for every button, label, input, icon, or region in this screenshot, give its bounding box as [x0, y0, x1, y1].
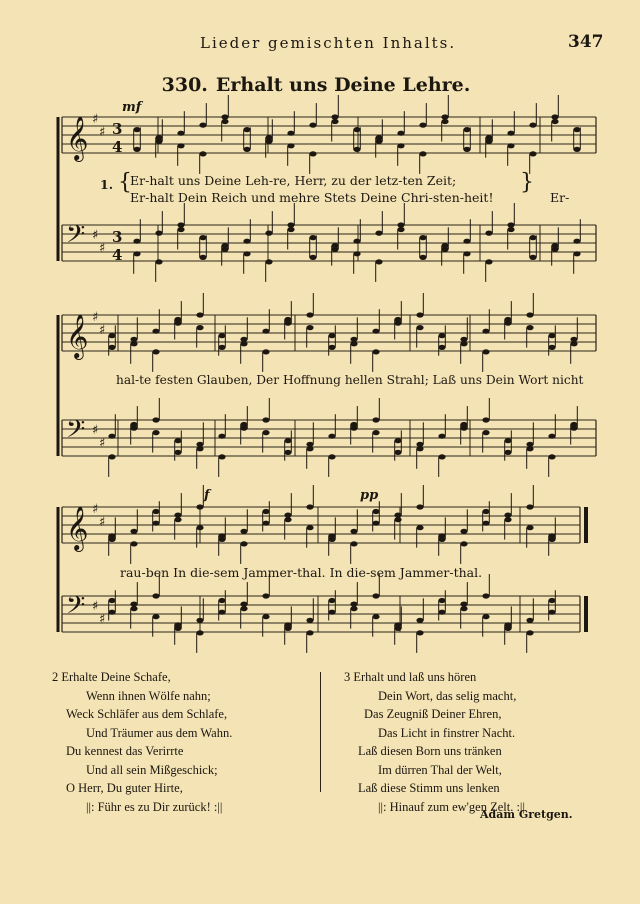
- note-head: [133, 147, 140, 152]
- note-head: [353, 251, 360, 256]
- lyric-line-2: hal-te festen Glauben, Der Hoffnung hellen Strahl; Laß uns Dein Wort nicht: [116, 373, 584, 387]
- note-head: [394, 513, 401, 518]
- verse-3-line: Dein Wort, das selig macht,: [378, 688, 517, 703]
- note-head: [328, 434, 335, 439]
- verse-2-line: O Herr, Du guter Hirte,: [66, 781, 183, 795]
- note-head: [573, 127, 580, 132]
- note-head: [353, 127, 360, 132]
- note-head: [196, 312, 203, 317]
- note-head: [416, 504, 423, 509]
- note-head: [463, 147, 470, 152]
- bass-clef-icon: 𝄢: [66, 220, 86, 255]
- note-head: [243, 239, 250, 244]
- note-head: [548, 454, 555, 459]
- note-head: [504, 622, 511, 627]
- time-signature: 3: [112, 228, 123, 246]
- note-head: [287, 227, 294, 232]
- note-head: [419, 235, 426, 240]
- note-head: [309, 235, 316, 240]
- song-number: 330.: [161, 74, 208, 96]
- note-head: [350, 422, 357, 427]
- note-head: [243, 147, 250, 152]
- note-head: [507, 131, 514, 136]
- note-head: [548, 333, 555, 338]
- verse-3-line: Im dürren Thal der Welt,: [378, 762, 502, 777]
- note-head: [130, 529, 137, 534]
- note-head: [548, 345, 555, 350]
- note-head: [548, 434, 555, 439]
- lyric-line-1b: Er-halt Dein Reich und mehre Stets Deine Chri-sten-heit!: [130, 190, 494, 205]
- note-head: [507, 222, 514, 227]
- dynamic-f: f: [204, 488, 210, 503]
- note-head: [265, 231, 272, 236]
- note-head: [438, 454, 445, 459]
- note-head: [155, 135, 162, 140]
- note-head: [243, 127, 250, 132]
- note-head: [397, 222, 404, 227]
- note-head: [353, 239, 360, 244]
- note-head: [397, 131, 404, 136]
- note-head: [240, 422, 247, 427]
- note-head: [328, 454, 335, 459]
- verse-3-line: Das Zeugniß Deiner Ehren,: [364, 707, 502, 721]
- note-head: [551, 243, 558, 248]
- note-head: [419, 151, 426, 156]
- note-head: [306, 630, 313, 635]
- note-head: [177, 227, 184, 232]
- note-head: [438, 333, 445, 338]
- note-head: [240, 529, 247, 534]
- note-head: [152, 349, 159, 354]
- note-head: [416, 525, 423, 530]
- lyric-line-3: rau-ben In die-sem Jammer-thal. In die-sem Jammer-thal.: [120, 565, 483, 580]
- sharp-icon: ♯: [92, 310, 99, 325]
- note-head: [460, 422, 467, 427]
- note-head: [419, 255, 426, 260]
- note-head: [240, 541, 247, 546]
- note-head: [262, 521, 269, 526]
- note-head: [372, 614, 379, 619]
- note-head: [108, 345, 115, 350]
- note-head: [152, 509, 159, 514]
- note-head: [353, 147, 360, 152]
- note-head: [350, 529, 357, 534]
- note-head: [152, 329, 159, 334]
- note-head: [529, 235, 536, 240]
- note-head: [482, 593, 489, 598]
- note-head: [350, 602, 357, 607]
- note-head: [438, 598, 445, 603]
- note-head: [526, 312, 533, 317]
- note-head: [441, 119, 448, 124]
- note-head: [441, 243, 448, 248]
- verse-3-line: Laß diesen Born uns tränken: [358, 744, 502, 758]
- time-signature: 4: [112, 246, 123, 264]
- note-head: [570, 337, 577, 342]
- note-head: [309, 151, 316, 156]
- brace-right: }: [520, 170, 534, 195]
- note-head: [460, 606, 467, 611]
- verse-2-line: ||: Führ es zu Dir zurück! :||: [86, 799, 223, 814]
- note-head: [218, 610, 225, 615]
- note-head: [526, 446, 533, 451]
- note-head: [463, 251, 470, 256]
- note-head: [460, 529, 467, 534]
- note-head: [397, 227, 404, 232]
- note-head: [262, 614, 269, 619]
- note-head: [262, 593, 269, 598]
- note-head: [441, 114, 448, 119]
- note-head: [529, 255, 536, 260]
- note-head: [504, 450, 511, 455]
- note-head: [130, 422, 137, 427]
- verse-3-line: Laß diese Stimm uns lenken: [358, 781, 500, 795]
- note-head: [463, 127, 470, 132]
- sharp-icon: ♯: [99, 323, 106, 338]
- note-head: [570, 341, 577, 346]
- verse-2-line: Weck Schläfer aus dem Schlafe,: [66, 707, 228, 721]
- note-head: [218, 333, 225, 338]
- dynamic-mf: mf: [122, 100, 142, 115]
- note-head: [482, 509, 489, 514]
- note-head: [108, 598, 115, 603]
- note-head: [152, 521, 159, 526]
- note-head: [460, 341, 467, 346]
- dynamic-pp: pp: [360, 488, 379, 503]
- note-head: [174, 517, 181, 522]
- verse-2: [52, 668, 232, 816]
- note-head: [218, 598, 225, 603]
- note-head: [174, 513, 181, 518]
- note-head: [174, 438, 181, 443]
- note-head: [152, 593, 159, 598]
- note-head: [108, 333, 115, 338]
- note-head: [196, 446, 203, 451]
- sharp-icon: ♯: [99, 612, 106, 627]
- note-head: [284, 517, 291, 522]
- verse-divider: [320, 672, 321, 792]
- note-head: [372, 349, 379, 354]
- note-head: [331, 119, 338, 124]
- note-head: [529, 151, 536, 156]
- bass-clef-icon: 𝄢: [66, 415, 86, 450]
- sharp-icon: ♯: [92, 502, 99, 517]
- note-head: [551, 114, 558, 119]
- note-head: [306, 446, 313, 451]
- note-head: [108, 533, 115, 538]
- note-head: [306, 442, 313, 447]
- note-head: [438, 610, 445, 615]
- note-head: [108, 434, 115, 439]
- note-head: [372, 329, 379, 334]
- sharp-icon: ♯: [99, 436, 106, 451]
- verse-2-line: Und Träumer aus dem Wahn.: [86, 725, 233, 740]
- note-head: [482, 430, 489, 435]
- note-head: [177, 143, 184, 148]
- note-head: [218, 434, 225, 439]
- note-head: [133, 239, 140, 244]
- note-head: [504, 438, 511, 443]
- time-signature: 3: [112, 120, 123, 138]
- note-head: [394, 622, 401, 627]
- note-head: [394, 438, 401, 443]
- note-head: [507, 227, 514, 232]
- sharp-icon: ♯: [99, 515, 106, 530]
- note-head: [196, 504, 203, 509]
- note-head: [174, 622, 181, 627]
- treble-clef-icon: 𝄞: [66, 506, 89, 550]
- song-name: Erhalt uns Deine Lehre.: [215, 74, 471, 96]
- note-head: [108, 454, 115, 459]
- note-head: [306, 325, 313, 330]
- note-head: [152, 614, 159, 619]
- note-head: [262, 509, 269, 514]
- note-head: [526, 442, 533, 447]
- note-head: [573, 239, 580, 244]
- note-head: [375, 135, 382, 140]
- note-head: [485, 231, 492, 236]
- note-head: [284, 622, 291, 627]
- page-number: 347: [568, 32, 604, 52]
- lyric-pickup: Er-: [550, 190, 570, 205]
- note-head: [199, 151, 206, 156]
- note-head: [416, 442, 423, 447]
- note-head: [526, 325, 533, 330]
- note-head: [529, 123, 536, 128]
- note-head: [504, 513, 511, 518]
- note-head: [397, 143, 404, 148]
- note-head: [504, 517, 511, 522]
- note-head: [196, 618, 203, 623]
- note-head: [482, 329, 489, 334]
- note-head: [240, 337, 247, 342]
- verse-3-line: Das Licht in finstrer Nacht.: [378, 725, 516, 740]
- note-head: [196, 442, 203, 447]
- note-head: [287, 143, 294, 148]
- bass-clef-icon: 𝄢: [66, 591, 86, 626]
- note-head: [331, 114, 338, 119]
- note-head: [504, 317, 511, 322]
- treble-clef-icon: 𝄞: [66, 116, 89, 160]
- note-head: [262, 430, 269, 435]
- note-head: [306, 525, 313, 530]
- note-head: [199, 255, 206, 260]
- note-head: [218, 533, 225, 538]
- note-head: [438, 533, 445, 538]
- note-head: [460, 541, 467, 546]
- time-signature: 4: [112, 138, 123, 156]
- note-head: [416, 630, 423, 635]
- note-head: [416, 618, 423, 623]
- brace-left: {: [118, 170, 132, 195]
- note-head: [284, 450, 291, 455]
- note-head: [309, 255, 316, 260]
- note-head: [133, 127, 140, 132]
- note-head: [306, 618, 313, 623]
- note-head: [438, 434, 445, 439]
- note-head: [328, 598, 335, 603]
- note-head: [152, 430, 159, 435]
- note-head: [177, 131, 184, 136]
- note-head: [482, 417, 489, 422]
- verse-2-number: 2: [52, 670, 59, 684]
- sharp-icon: ♯: [92, 423, 99, 438]
- note-head: [328, 345, 335, 350]
- note-head: [284, 438, 291, 443]
- note-head: [287, 131, 294, 136]
- verse-2-line: Und all sein Mißgeschick;: [86, 762, 218, 777]
- note-head: [262, 329, 269, 334]
- verse-2-line: Erhalte Deine Schafe,: [61, 670, 171, 684]
- note-head: [526, 618, 533, 623]
- note-head: [460, 337, 467, 342]
- note-head: [375, 231, 382, 236]
- sharp-icon: ♯: [92, 228, 99, 243]
- note-head: [133, 251, 140, 256]
- verse-2-line: Wenn ihnen Wölfe nahn;: [86, 688, 211, 703]
- author-credit: Adam Gretgen.: [480, 808, 573, 821]
- note-head: [309, 123, 316, 128]
- note-head: [196, 525, 203, 530]
- note-head: [196, 325, 203, 330]
- note-head: [262, 417, 269, 422]
- note-head: [218, 345, 225, 350]
- note-head: [130, 341, 137, 346]
- note-head: [485, 135, 492, 140]
- note-head: [130, 337, 137, 342]
- note-head: [262, 349, 269, 354]
- note-head: [372, 509, 379, 514]
- note-head: [526, 525, 533, 530]
- note-head: [350, 337, 357, 342]
- note-head: [155, 231, 162, 236]
- note-head: [482, 349, 489, 354]
- verse-3-line: ||: Hinauf zum ew'gen Zelt. :||: [378, 799, 525, 814]
- note-head: [284, 513, 291, 518]
- note-head: [372, 593, 379, 598]
- note-head: [372, 417, 379, 422]
- note-head: [548, 533, 555, 538]
- note-head: [331, 243, 338, 248]
- note-head: [177, 222, 184, 227]
- note-head: [375, 259, 382, 264]
- note-head: [265, 135, 272, 140]
- note-head: [548, 610, 555, 615]
- verse-3-number: 3: [344, 670, 351, 684]
- note-head: [416, 446, 423, 451]
- note-head: [221, 114, 228, 119]
- verse-2-line: Du kennest das Verirrte: [66, 744, 184, 758]
- note-head: [284, 317, 291, 322]
- note-head: [328, 333, 335, 338]
- note-head: [394, 517, 401, 522]
- note-head: [570, 422, 577, 427]
- note-head: [350, 541, 357, 546]
- sharp-icon: ♯: [92, 112, 99, 127]
- note-head: [306, 504, 313, 509]
- note-head: [108, 610, 115, 615]
- note-head: [482, 614, 489, 619]
- note-head: [152, 417, 159, 422]
- note-head: [243, 251, 250, 256]
- verse-3: [344, 668, 525, 816]
- note-head: [328, 533, 335, 538]
- note-head: [394, 450, 401, 455]
- note-head: [199, 235, 206, 240]
- note-head: [526, 630, 533, 635]
- note-head: [199, 123, 206, 128]
- note-head: [130, 606, 137, 611]
- note-head: [573, 251, 580, 256]
- note-head: [130, 602, 137, 607]
- note-head: [218, 454, 225, 459]
- note-head: [416, 325, 423, 330]
- note-head: [130, 541, 137, 546]
- note-head: [174, 450, 181, 455]
- note-head: [463, 239, 470, 244]
- note-head: [482, 521, 489, 526]
- note-head: [419, 123, 426, 128]
- note-head: [221, 243, 228, 248]
- note-head: [240, 602, 247, 607]
- note-head: [485, 259, 492, 264]
- running-title: Lieder gemischten Inhalts.: [200, 34, 457, 52]
- note-head: [328, 610, 335, 615]
- note-head: [155, 259, 162, 264]
- note-head: [221, 119, 228, 124]
- sharp-icon: ♯: [99, 125, 106, 140]
- note-head: [438, 345, 445, 350]
- note-head: [548, 598, 555, 603]
- sharp-icon: ♯: [99, 241, 106, 256]
- note-head: [416, 312, 423, 317]
- note-head: [240, 341, 247, 346]
- note-head: [394, 317, 401, 322]
- note-head: [350, 341, 357, 346]
- lyric-line-1a: Er-halt uns Deine Leh-re, Herr, zu der letz-ten Zeit;: [130, 173, 457, 188]
- note-head: [573, 147, 580, 152]
- note-head: [287, 222, 294, 227]
- note-head: [507, 143, 514, 148]
- note-head: [460, 602, 467, 607]
- note-head: [350, 606, 357, 611]
- verse-3-line: Erhalt und laß uns hören: [353, 670, 477, 684]
- verse-number: 1.: [100, 177, 114, 192]
- note-head: [526, 504, 533, 509]
- note-head: [265, 259, 272, 264]
- note-head: [372, 430, 379, 435]
- note-head: [551, 119, 558, 124]
- note-head: [306, 312, 313, 317]
- note-head: [174, 317, 181, 322]
- note-head: [196, 630, 203, 635]
- treble-clef-icon: 𝄞: [66, 314, 89, 358]
- sharp-icon: ♯: [92, 599, 99, 614]
- note-head: [240, 606, 247, 611]
- note-head: [372, 521, 379, 526]
